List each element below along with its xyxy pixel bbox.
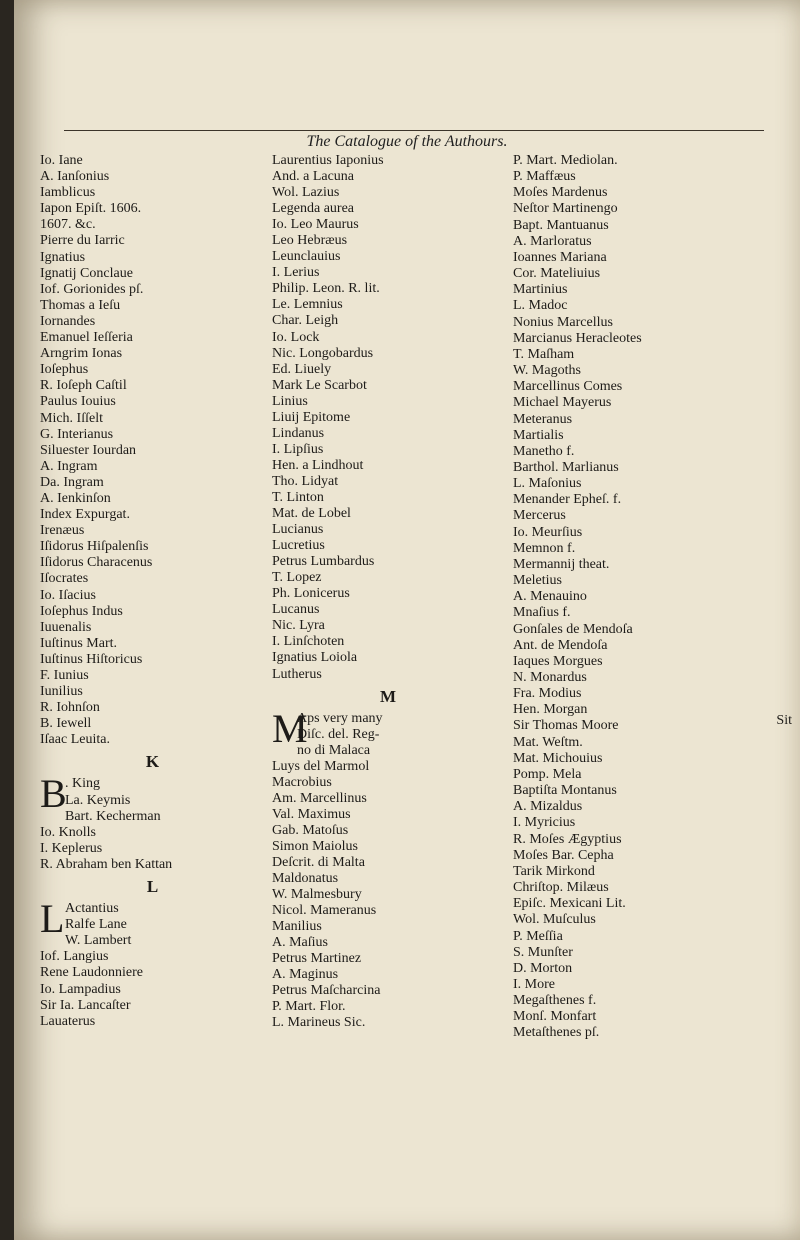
list-item: Am. Marcellinus (272, 790, 367, 806)
list-item: Iaques Morgues (513, 653, 603, 669)
list-item: Iſidorus Hiſpalenſis (40, 539, 149, 555)
list-item: Tho. Lidyat (272, 473, 339, 489)
list-item: Petrus Lumbardus (272, 554, 375, 570)
list-item: Lutherus (272, 666, 322, 682)
list-item: B. Iewell (40, 716, 92, 732)
list-item: Chriſtop. Milæus (513, 880, 609, 896)
dropcap-letter: B (40, 771, 67, 817)
list-item: Lauaterus (40, 1013, 96, 1029)
list-item: I. Linſchoten (272, 634, 345, 650)
list-item: Pierre du Iarric (40, 233, 125, 249)
list-item: Hen. a Lindhout (272, 457, 364, 473)
list-item: Mat. de Lobel (272, 506, 351, 522)
list-item: Nic. Lyra (272, 618, 325, 634)
list-item: Sir Thomas Moore (513, 718, 619, 734)
list-item: Liuij Epitome (272, 409, 351, 425)
list-item: Iuſtinus Hiſtoricus (40, 651, 143, 667)
list-item: Fra. Modius (513, 686, 582, 702)
list-item: Iapon Epiſt. 1606. (40, 201, 142, 217)
list-item: T. Maſham (513, 346, 575, 362)
list-item: Val. Maximus (272, 806, 351, 822)
list-item: R. Moſes Ægyptius (513, 831, 622, 847)
list-item: Iuuenalis (40, 619, 92, 635)
list-item: L. Maſonius (513, 476, 582, 492)
list-item: Da. Ingram (40, 474, 104, 490)
list-item: Baptiſta Montanus (513, 783, 617, 799)
list-item: A. Menauino (513, 589, 587, 605)
author-list (40, 809, 265, 873)
author-list (40, 153, 265, 748)
list-item: Linius (272, 393, 308, 409)
list-item: Ph. Lonicerus (272, 586, 350, 602)
column-1 (40, 153, 265, 1030)
list-item: Legenda aurea (272, 201, 354, 217)
list-item: . King (65, 776, 100, 792)
list-item: Io. Knolls (40, 824, 96, 840)
list-item: Monſ. Monfart (513, 1009, 597, 1025)
list-item: R. Abraham ben Kattan (40, 856, 173, 872)
list-item: A. Ingram (40, 458, 98, 474)
list-item: W. Magoths (513, 363, 581, 379)
list-item: Mat. Michouius (513, 750, 603, 766)
section-letter-m: M (379, 686, 397, 706)
dropcap-letter: L (40, 896, 65, 942)
list-item: Mark Le Scarbot (272, 377, 367, 393)
list-item: Mercerus (513, 508, 566, 524)
list-item: Ant. de Mendoſa (513, 637, 608, 653)
list-item: I. Myricius (513, 815, 576, 831)
list-item: Arngrim Ionas (40, 346, 123, 362)
list-item: Ralfe Lane (65, 917, 127, 933)
list-item: Laurentius Iaponius (272, 153, 384, 168)
list-item: D. Morton (513, 960, 573, 976)
author-list (272, 153, 504, 683)
list-item: Io. Iſacius (40, 587, 96, 603)
list-item: Ignatius Loiola (272, 650, 358, 666)
list-item: Emanuel Ieſſeria (40, 330, 133, 346)
list-item: L. Marineus Sic. (272, 1015, 366, 1031)
list-item: Martialis (513, 427, 564, 443)
list-item: Wol. Muſculus (513, 912, 596, 928)
list-item: Iof. Langius (40, 949, 109, 965)
list-item: A. Ianſonius (40, 169, 110, 185)
author-list (272, 743, 504, 1032)
book-page (14, 0, 800, 1240)
list-item: Mermannij theat. (513, 556, 610, 572)
section-letter-l: L (146, 877, 159, 897)
list-item: Bart. Kecherman (65, 808, 161, 824)
list-item: Iunilius (40, 684, 83, 700)
running-head: The Catalogue of the Authours. (306, 133, 508, 150)
author-list (513, 153, 765, 1042)
list-item: no di Malaca (297, 742, 371, 758)
list-item: Philip. Leon. R. lit. (272, 281, 380, 297)
list-item: I. Lerius (272, 265, 320, 281)
list-item: Lucretius (272, 538, 325, 554)
list-item: Petrus Martinez (272, 951, 362, 967)
list-item: F. Iunius (40, 668, 89, 683)
list-item: Io. Leo Maurus (272, 217, 359, 233)
list-item: Iſidorus Characenus (40, 555, 153, 571)
list-item: Wol. Lazius (272, 185, 340, 201)
list-item: Iornandes (40, 313, 96, 329)
list-item: Mat. Weſtm. (513, 734, 583, 750)
list-item: And. a Lacuna (272, 169, 355, 185)
list-item: Barthol. Marlianus (513, 459, 619, 475)
list-item: Leo Hebræus (272, 233, 348, 249)
list-item: Meteranus (513, 411, 573, 427)
list-item: A. Marloratus (513, 233, 592, 249)
list-item: 1607. &c. (40, 217, 96, 233)
list-item: Char. Leigh (272, 313, 339, 329)
list-item: Manetho f. (513, 443, 575, 459)
list-item: Petrus Maſcharcina (272, 983, 381, 999)
list-item: Paulus Iouius (40, 394, 116, 410)
list-item: T. Lopez (272, 570, 322, 586)
list-item: Iſaac Leuita. (40, 732, 110, 748)
list-item: La. Keymis (65, 792, 131, 808)
list-item: Ioſephus (40, 362, 89, 378)
list-item: Ignatius (40, 249, 86, 265)
list-item: Siluester Iourdan (40, 442, 137, 458)
list-item: Ioannes Mariana (513, 249, 607, 265)
list-item: Nic. Longobardus (272, 345, 374, 361)
list-item: R. Ioſeph Caſtil (40, 378, 127, 394)
list-item: Michael Mayerus (513, 395, 612, 411)
list-item: Megaſthenes f. (513, 993, 597, 1009)
list-item: Pomp. Mela (513, 766, 582, 782)
list-item: I. More (513, 976, 555, 992)
list-item: Bapt. Mantuanus (513, 217, 609, 233)
list-item: Nonius Marcellus (513, 314, 613, 330)
list-item: Simon Maiolus (272, 838, 358, 854)
list-item: Deſcrit. di Malta (272, 854, 365, 870)
list-item: Ed. Liuely (272, 361, 332, 377)
list-item: Io. Lock (272, 329, 320, 345)
column-3 (513, 153, 765, 1042)
dropcap-letter: M (272, 705, 308, 751)
list-item: Epiſc. Mexicani Lit. (513, 896, 626, 912)
list-item: Cor. Mateliuius (513, 266, 601, 282)
list-item: N. Monardus (513, 670, 587, 685)
list-item: Iſocrates (40, 571, 89, 587)
section-letter-k: K (145, 752, 160, 772)
list-item: P. Mart. Mediolan. (513, 153, 618, 168)
list-item: Hen. Morgan (513, 702, 588, 718)
list-item: Luys del Marmol (272, 758, 370, 774)
list-item: Leunclauius (272, 249, 341, 265)
list-item: Marcellinus Comes (513, 379, 623, 395)
list-item: Macrobius (272, 774, 332, 790)
list-item: Manilius (272, 919, 322, 935)
list-item: Nicol. Mameranus (272, 903, 377, 919)
list-item: Moſes Mardenus (513, 185, 608, 201)
list-item: Sir Ia. Lancaſter (40, 997, 131, 1013)
list-item: G. Interianus (40, 426, 114, 442)
list-item: Martinius (513, 282, 568, 298)
list-item: Meletius (513, 573, 562, 589)
list-item: Marcianus Heracleotes (513, 330, 642, 346)
list-item: P. Meſſia (513, 928, 563, 944)
list-item: A. Maſius (272, 935, 328, 951)
list-item: Gonſales de Mendoſa (513, 621, 633, 637)
list-item: Lindanus (272, 425, 325, 441)
list-item: Iof. Gorionides pſ. (40, 281, 144, 297)
list-item: S. Munſter (513, 944, 573, 960)
list-item: L. Madoc (513, 298, 568, 314)
header-rule (64, 130, 764, 131)
list-item: Le. Lemnius (272, 297, 343, 313)
list-item: Maldonatus (272, 871, 339, 887)
list-item: R. Iohnſon (40, 700, 100, 716)
author-list (40, 933, 265, 1030)
column-2 (272, 153, 504, 1031)
list-item: Tarik Mirkond (513, 863, 595, 879)
list-item: Io. Iane (40, 153, 83, 168)
list-item: Aps very many (297, 710, 383, 726)
list-item: Moſes Bar. Cepha (513, 847, 614, 863)
list-item: P. Maffæus (513, 169, 576, 185)
list-item: W. Malmesbury (272, 887, 362, 903)
list-item: Lucianus (272, 522, 324, 538)
list-item: Ioſephus Indus (40, 603, 123, 619)
list-item: Io. Lampadius (40, 981, 121, 997)
list-item: A. Ienkinſon (40, 490, 111, 506)
list-item: Thomas a Ieſu (40, 297, 121, 313)
list-item: Rene Laudonniere (40, 965, 144, 981)
list-item: Ignatij Conclaue (40, 265, 133, 281)
list-item: Iuſtinus Mart. (40, 635, 117, 651)
list-item: Index Expurgat. (40, 507, 130, 523)
list-item: P. Mart. Flor. (272, 999, 346, 1015)
list-item: T. Linton (272, 489, 324, 505)
list-item: W. Lambert (65, 933, 132, 949)
catchword: Sit (776, 713, 792, 728)
list-item: Menander Epheſ. f. (513, 492, 622, 508)
list-item: Io. Meurſius (513, 524, 583, 540)
list-item: Memnon f. (513, 540, 576, 556)
list-item: Lucanus (272, 602, 320, 618)
list-item: A. Mizaldus (513, 799, 583, 815)
list-item: Diſc. del. Reg- (297, 726, 380, 742)
list-item: Mnaſius f. (513, 605, 571, 621)
list-item: Mich. Iſſelt (40, 410, 103, 426)
list-item: A. Maginus (272, 967, 339, 983)
list-item: Metaſthenes pſ. (513, 1025, 600, 1041)
list-item: Iamblicus (40, 185, 96, 201)
list-item: I. Lipſius (272, 441, 324, 457)
list-item: Neſtor Martinengo (513, 201, 618, 217)
list-item: Irenæus (40, 523, 85, 539)
list-item: Gab. Matoſus (272, 822, 349, 838)
list-item: I. Keplerus (40, 840, 103, 856)
list-item: Actantius (65, 901, 119, 917)
